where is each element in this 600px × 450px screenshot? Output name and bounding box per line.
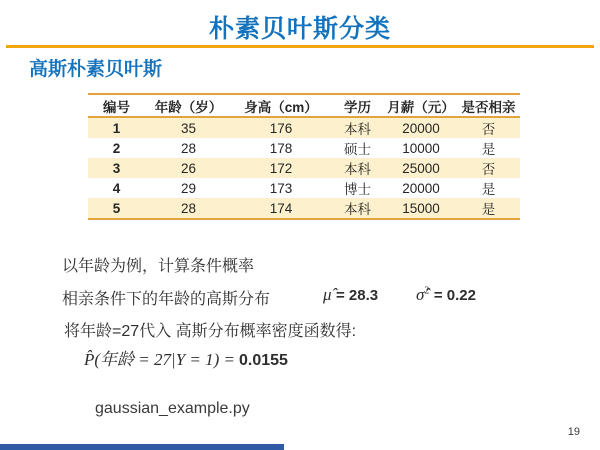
data-table [88, 93, 520, 220]
body-line-example: 以年龄为例，计算条件概率 [62, 258, 255, 275]
table-cell: 35 [145, 117, 232, 138]
table-row [88, 117, 520, 138]
sigma-estimate [416, 285, 476, 305]
table-cell: 否 [457, 117, 520, 138]
table-cell: 28 [180, 140, 197, 156]
mu-estimate [323, 285, 378, 305]
script-filename: gaussian_example.py [95, 400, 250, 417]
formula-expression: P̂(年龄 = 27|Y = 1) = [84, 350, 235, 369]
table-row [88, 158, 520, 178]
mu-symbol: μ̂ [323, 285, 332, 304]
body-line-gaussian: 相亲条件下的年龄的高斯分布 [62, 291, 271, 308]
table-cell: 15000 [385, 198, 457, 219]
sigma-symbol: σ̂ [416, 285, 425, 304]
table-cell: 本科 [330, 198, 385, 219]
table-cell: 26 [145, 158, 232, 178]
table-cell: 是 [457, 198, 520, 219]
table-cell: 5 [88, 198, 145, 219]
table-cell: 29 [180, 180, 197, 196]
sigma-exponent: 2 [424, 285, 430, 297]
sigma-value: = 0.22 [433, 287, 476, 304]
table-cell: 否 [457, 158, 520, 178]
table-cell: 174 [232, 198, 330, 219]
table-cell: 本科 [330, 117, 385, 138]
slide-title: 朴素贝叶斯分类 [208, 15, 391, 43]
table-row [88, 178, 520, 198]
mu-value: = 28.3 [336, 287, 379, 304]
table-cell: 是 [481, 142, 496, 157]
table-cell: 173 [269, 180, 293, 196]
table-row [88, 138, 520, 158]
table-cell: 是 [481, 182, 496, 197]
title-divider [6, 45, 594, 48]
table-row [88, 198, 520, 219]
table-cell: 3 [88, 158, 145, 178]
table-cell: 20000 [385, 117, 457, 138]
table-cell: 4 [112, 180, 121, 196]
table-cell: 2 [112, 140, 121, 156]
section-heading: 高斯朴素贝叶斯 [29, 59, 163, 80]
table-header-cell: 编号 [88, 94, 145, 117]
table-cell: 硕士 [344, 142, 371, 157]
page-number: 19 [567, 426, 580, 438]
table-cell: 博士 [344, 182, 371, 197]
table-cell: 10000 [402, 140, 440, 156]
table-header-cell: 学历 [330, 94, 385, 117]
table-header-cell: 是否相亲 [457, 94, 520, 117]
table-cell: 25000 [385, 158, 457, 178]
body-line-substitute: 将年龄=27代入 高斯分布概率密度函数得: [64, 323, 357, 340]
table-header-cell: 身高（cm） [232, 94, 330, 117]
table-cell: 20000 [402, 180, 440, 196]
bottom-accent-bar [0, 444, 284, 450]
table-cell: 1 [88, 117, 145, 138]
table-cell: 28 [145, 198, 232, 219]
formula-result: 0.0155 [239, 352, 288, 369]
table-cell: 172 [232, 158, 330, 178]
table-header-row [88, 94, 520, 117]
table-header-cell: 月薪（元） [385, 94, 457, 117]
table-cell: 178 [269, 140, 293, 156]
table-cell: 176 [232, 117, 330, 138]
table-cell: 本科 [330, 158, 385, 178]
table-header-cell: 年龄（岁） [145, 94, 232, 117]
probability-formula [84, 345, 288, 370]
